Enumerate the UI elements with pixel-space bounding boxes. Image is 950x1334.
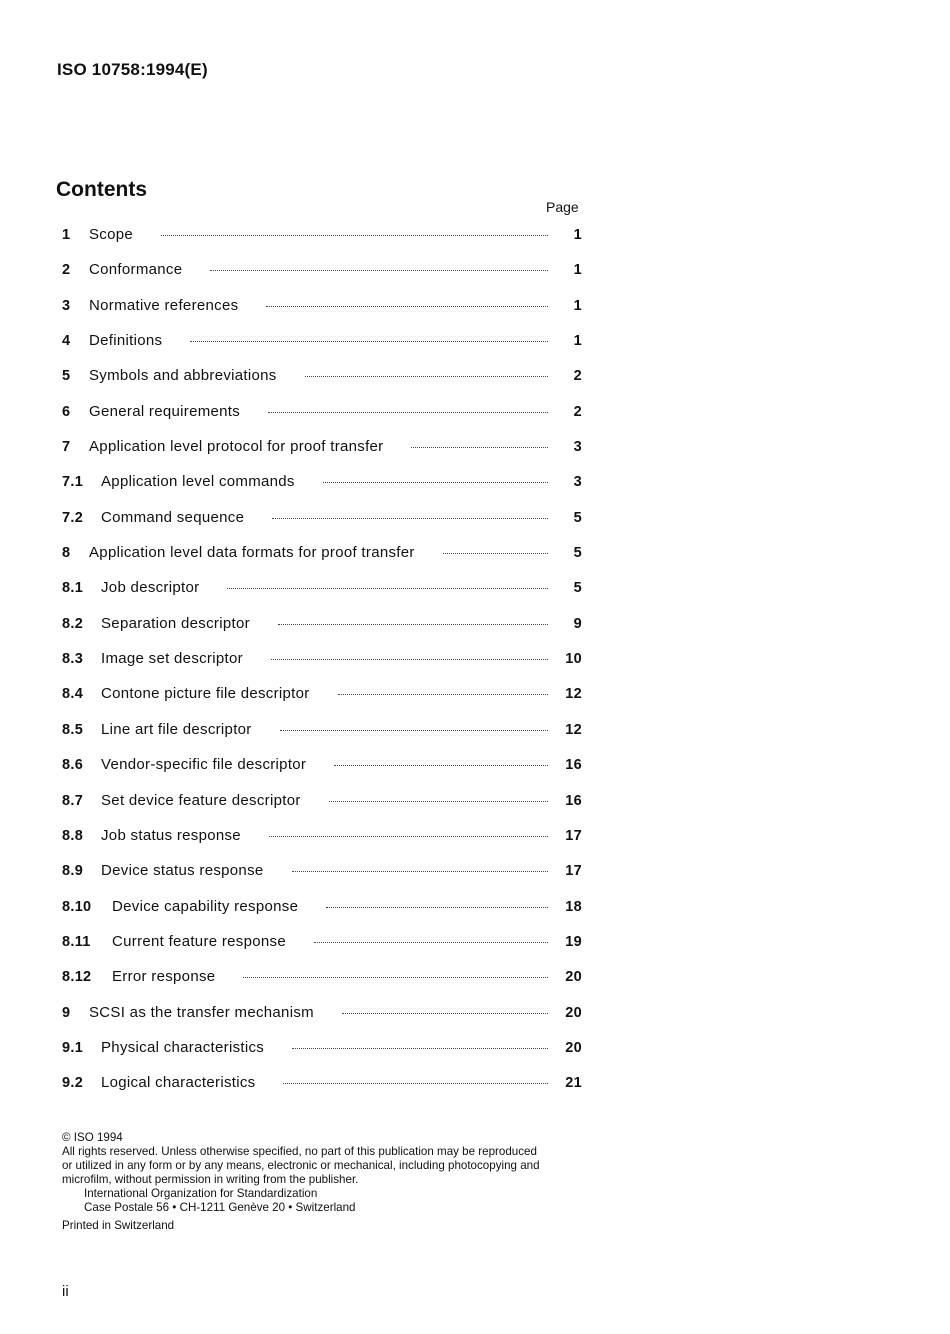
toc-entry[interactable] bbox=[62, 1074, 582, 1109]
toc-entry-number: 8.2 bbox=[62, 615, 84, 632]
toc-entry-number: 8.12 bbox=[62, 969, 92, 986]
toc-entry-title: Scope bbox=[89, 226, 134, 243]
toc-entry-page: 20 bbox=[565, 1004, 582, 1021]
toc-entry[interactable] bbox=[62, 1039, 582, 1074]
toc-entry-number: 9.2 bbox=[62, 1075, 84, 1092]
toc-entry-number: 6 bbox=[62, 403, 71, 420]
toc-entry-number: 8.11 bbox=[62, 933, 91, 950]
toc-entry-page: 18 bbox=[565, 898, 582, 915]
toc-entry-title: Application level commands bbox=[101, 473, 295, 491]
toc-entry-number: 9.1 bbox=[62, 1039, 84, 1056]
toc-entry-page: 20 bbox=[565, 969, 582, 986]
toc-entry[interactable] bbox=[62, 685, 582, 720]
toc-entry-page: 19 bbox=[565, 933, 582, 950]
table-of-contents bbox=[62, 226, 582, 1110]
copyright-notice: © ISO 1994 bbox=[62, 1131, 123, 1144]
toc-entry-number: 9 bbox=[62, 1004, 71, 1021]
toc-entry-title: Physical characteristics bbox=[101, 1038, 265, 1056]
toc-entry-number: 1 bbox=[62, 227, 71, 243]
toc-entry-title: Line art file descriptor bbox=[101, 720, 252, 738]
toc-entry[interactable] bbox=[62, 544, 582, 579]
toc-entry[interactable] bbox=[62, 332, 582, 367]
dot-leader bbox=[329, 801, 548, 802]
toc-entry-title: SCSI as the transfer mechanism bbox=[89, 1003, 314, 1021]
toc-entry-page: 1 bbox=[573, 297, 582, 314]
toc-entry-page: 21 bbox=[565, 1075, 582, 1092]
toc-entry-page: 17 bbox=[565, 827, 582, 844]
toc-entry-number: 8.5 bbox=[62, 721, 84, 738]
toc-entry-title: Device capability response bbox=[112, 897, 299, 915]
toc-entry[interactable] bbox=[62, 367, 582, 402]
dot-leader bbox=[338, 694, 548, 695]
toc-entry-title: Command sequence bbox=[101, 508, 245, 526]
toc-entry-number: 2 bbox=[62, 262, 71, 279]
toc-entry-title: Symbols and abbreviations bbox=[89, 367, 277, 385]
toc-entry-number: 7.2 bbox=[62, 509, 84, 526]
toc-entry-page: 20 bbox=[565, 1039, 582, 1056]
dot-leader bbox=[292, 871, 548, 872]
page-number: ii bbox=[62, 1283, 69, 1300]
toc-entry-title: Conformance bbox=[89, 261, 183, 279]
organization-address: Case Postale 56 • CH-1211 Genève 20 • Switzerland bbox=[84, 1201, 356, 1214]
toc-entry-title: Job status response bbox=[101, 826, 241, 844]
dot-leader bbox=[268, 412, 548, 413]
toc-entry-page: 9 bbox=[573, 615, 582, 632]
toc-entry-page: 5 bbox=[573, 545, 582, 562]
toc-entry-page: 1 bbox=[573, 262, 582, 279]
toc-entry-number: 8 bbox=[62, 545, 71, 562]
toc-entry-page: 12 bbox=[565, 686, 582, 703]
toc-entry[interactable] bbox=[62, 403, 582, 438]
rights-line-3: microfilm, without permission in writing from the publisher. bbox=[62, 1173, 359, 1186]
toc-entry[interactable] bbox=[62, 827, 582, 862]
toc-entry-page: 3 bbox=[573, 474, 582, 491]
toc-entry-number: 8.3 bbox=[62, 651, 84, 668]
dot-leader bbox=[271, 659, 548, 660]
toc-entry[interactable] bbox=[62, 898, 582, 933]
toc-entry-number: 4 bbox=[62, 333, 71, 350]
toc-entry[interactable] bbox=[62, 650, 582, 685]
toc-entry-title: Application level protocol for proof transfer bbox=[89, 438, 384, 456]
rights-line-2: or utilized in any form or by any means, electronic or mechanical, including photocopying and bbox=[62, 1159, 540, 1172]
toc-entry-title: Error response bbox=[112, 968, 216, 986]
toc-entry-number: 8.4 bbox=[62, 686, 84, 703]
toc-entry-title: Job descriptor bbox=[101, 579, 200, 597]
dot-leader bbox=[323, 482, 548, 483]
toc-entry[interactable] bbox=[62, 862, 582, 897]
toc-entry[interactable] bbox=[62, 261, 582, 296]
dot-leader bbox=[161, 235, 548, 236]
toc-entry[interactable] bbox=[62, 226, 582, 261]
toc-entry-page: 12 bbox=[565, 721, 582, 738]
toc-entry-title: Image set descriptor bbox=[101, 650, 243, 668]
dot-leader bbox=[314, 942, 548, 943]
toc-entry-page: 16 bbox=[565, 792, 582, 809]
toc-entry-title: Contone picture file descriptor bbox=[101, 685, 310, 703]
toc-entry-page: 1 bbox=[573, 333, 582, 350]
dot-leader bbox=[334, 765, 548, 766]
dot-leader bbox=[305, 376, 548, 377]
dot-leader bbox=[292, 1048, 548, 1049]
toc-entry-number: 8.6 bbox=[62, 757, 84, 774]
toc-entry[interactable] bbox=[62, 579, 582, 614]
toc-entry[interactable] bbox=[62, 1004, 582, 1039]
dot-leader bbox=[269, 836, 548, 837]
toc-entry[interactable] bbox=[62, 509, 582, 544]
toc-entry-title: Application level data formats for proof transfer bbox=[89, 544, 415, 562]
toc-entry-number: 8.10 bbox=[62, 898, 92, 915]
toc-entry-title: Logical characteristics bbox=[101, 1074, 256, 1092]
contents-title: Contents bbox=[56, 178, 147, 201]
toc-entry-number: 8.7 bbox=[62, 792, 84, 809]
toc-entry-number: 3 bbox=[62, 297, 71, 314]
toc-entry-number: 7 bbox=[62, 439, 71, 456]
dot-leader bbox=[283, 1083, 548, 1084]
dot-leader bbox=[227, 588, 548, 589]
copyright-block bbox=[62, 1131, 602, 1233]
toc-entry-title: Vendor-specific file descriptor bbox=[101, 756, 307, 774]
toc-entry-title: Device status response bbox=[101, 862, 264, 880]
dot-leader bbox=[210, 270, 548, 271]
dot-leader bbox=[280, 730, 548, 731]
dot-leader bbox=[278, 624, 548, 625]
dot-leader bbox=[272, 518, 548, 519]
toc-entry-number: 8.9 bbox=[62, 863, 84, 880]
toc-entry-page: 1 bbox=[573, 227, 582, 243]
dot-leader bbox=[326, 907, 548, 908]
toc-entry-page: 2 bbox=[573, 368, 582, 385]
dot-leader bbox=[443, 553, 548, 554]
toc-entry-title: Normative references bbox=[89, 296, 239, 314]
dot-leader bbox=[266, 306, 548, 307]
toc-entry[interactable] bbox=[62, 933, 582, 968]
toc-entry-page: 5 bbox=[573, 509, 582, 526]
toc-entry[interactable] bbox=[62, 756, 582, 791]
toc-entry-number: 8.1 bbox=[62, 580, 84, 597]
toc-entry[interactable] bbox=[62, 615, 582, 650]
dot-leader bbox=[342, 1013, 548, 1014]
toc-entry[interactable] bbox=[62, 721, 582, 756]
rights-line-1: All rights reserved. Unless otherwise specified, no part of this publication may be reproduced bbox=[62, 1145, 537, 1158]
toc-entry-page: 16 bbox=[565, 757, 582, 774]
toc-entry-page: 17 bbox=[565, 863, 582, 880]
dot-leader bbox=[411, 447, 548, 448]
toc-entry-page: 3 bbox=[573, 439, 582, 456]
toc-entry-title: Separation descriptor bbox=[101, 614, 250, 632]
toc-entry-number: 5 bbox=[62, 368, 71, 385]
toc-entry-page: 2 bbox=[573, 403, 582, 420]
page-column-label: Page bbox=[546, 199, 579, 215]
toc-entry-title: Definitions bbox=[89, 332, 163, 350]
toc-entry-page: 10 bbox=[565, 651, 582, 668]
dot-leader bbox=[190, 341, 548, 342]
toc-entry[interactable] bbox=[62, 438, 582, 473]
toc-entry[interactable] bbox=[62, 473, 582, 508]
dot-leader bbox=[243, 977, 548, 978]
toc-entry-title: General requirements bbox=[89, 402, 241, 420]
organization-name: International Organization for Standardization bbox=[84, 1187, 318, 1200]
toc-entry-title: Set device feature descriptor bbox=[101, 791, 301, 809]
printed-in: Printed in Switzerland bbox=[62, 1219, 175, 1232]
toc-entry-number: 8.8 bbox=[62, 827, 84, 844]
toc-entry-number: 7.1 bbox=[62, 474, 84, 491]
toc-entry-title: Current feature response bbox=[112, 932, 286, 950]
toc-entry[interactable] bbox=[62, 968, 582, 1003]
toc-entry-page: 5 bbox=[573, 580, 582, 597]
toc-entry[interactable] bbox=[62, 297, 582, 332]
toc-entry[interactable] bbox=[62, 792, 582, 827]
document-id: ISO 10758:1994(E) bbox=[57, 60, 208, 79]
